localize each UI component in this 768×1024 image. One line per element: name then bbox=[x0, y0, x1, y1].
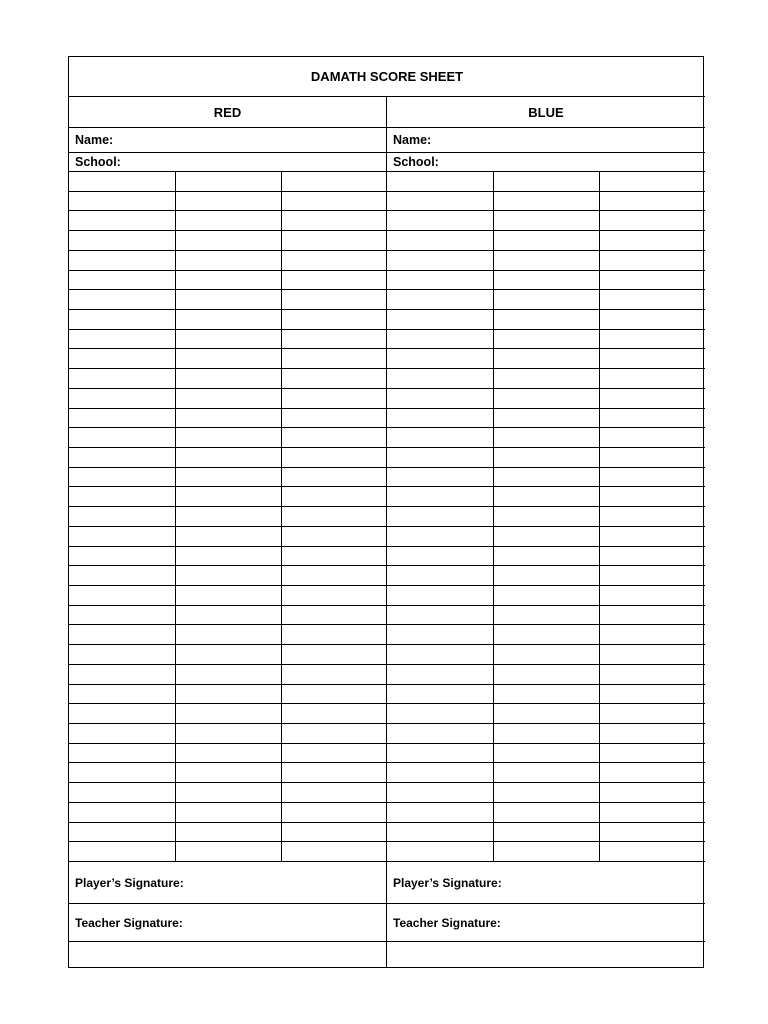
red-teacher-signature-label: Teacher Signature: bbox=[75, 915, 183, 930]
blue-score-cell[interactable] bbox=[387, 448, 493, 468]
red-score-cell[interactable] bbox=[175, 172, 281, 192]
red-score-cell[interactable] bbox=[175, 724, 281, 744]
blue-score-cell[interactable] bbox=[493, 271, 599, 291]
red-school-field[interactable] bbox=[69, 153, 386, 172]
red-score-cell[interactable] bbox=[281, 330, 387, 350]
blue-score-cell[interactable] bbox=[599, 409, 705, 429]
red-score-cell[interactable] bbox=[175, 192, 281, 212]
grid-row-line bbox=[69, 802, 705, 803]
blue-score-cell[interactable] bbox=[387, 763, 493, 783]
blue-score-cell[interactable] bbox=[387, 409, 493, 429]
blue-score-cell[interactable] bbox=[599, 823, 705, 843]
blue-score-cell[interactable] bbox=[387, 842, 493, 862]
blue-score-cell[interactable] bbox=[493, 487, 599, 507]
red-score-cell[interactable] bbox=[281, 211, 387, 231]
red-score-cell[interactable] bbox=[69, 842, 175, 862]
red-score-cell[interactable] bbox=[281, 547, 387, 567]
red-score-cell[interactable] bbox=[69, 606, 175, 626]
center-divider bbox=[386, 97, 387, 967]
grid-row-line bbox=[69, 644, 705, 645]
grid-row-line bbox=[69, 368, 705, 369]
blue-score-cell[interactable] bbox=[387, 586, 493, 606]
red-score-cell[interactable] bbox=[69, 271, 175, 291]
score-sheet bbox=[68, 56, 704, 968]
red-score-cell[interactable] bbox=[175, 763, 281, 783]
blue-score-cell[interactable] bbox=[599, 330, 705, 350]
blue-score-cell[interactable] bbox=[599, 448, 705, 468]
blue-score-cell[interactable] bbox=[387, 428, 493, 448]
red-player-signature-field[interactable] bbox=[69, 862, 386, 904]
red-score-cell[interactable] bbox=[69, 803, 175, 823]
blue-score-cell[interactable] bbox=[599, 251, 705, 271]
blue-score-cell[interactable] bbox=[599, 586, 705, 606]
red-score-cell[interactable] bbox=[69, 685, 175, 705]
red-score-cell[interactable] bbox=[175, 665, 281, 685]
blue-score-cell[interactable] bbox=[599, 606, 705, 626]
red-score-cell[interactable] bbox=[281, 409, 387, 429]
red-score-cell[interactable] bbox=[175, 330, 281, 350]
grid-row-line bbox=[69, 782, 705, 783]
blue-score-cell[interactable] bbox=[493, 606, 599, 626]
grid-row-line bbox=[69, 526, 705, 527]
red-score-cell[interactable] bbox=[175, 823, 281, 843]
red-score-cell[interactable] bbox=[281, 823, 387, 843]
score-grid bbox=[69, 172, 705, 862]
grid-row-line bbox=[69, 230, 705, 231]
blue-score-cell[interactable] bbox=[493, 409, 599, 429]
blue-score-cell[interactable] bbox=[599, 507, 705, 527]
red-score-cell[interactable] bbox=[175, 428, 281, 448]
red-score-cell[interactable] bbox=[281, 566, 387, 586]
red-score-cell[interactable] bbox=[175, 645, 281, 665]
blue-score-cell[interactable] bbox=[387, 487, 493, 507]
blue-score-cell[interactable] bbox=[599, 763, 705, 783]
grid-row-line bbox=[69, 309, 705, 310]
blue-score-cell[interactable] bbox=[387, 468, 493, 488]
grid-row-line bbox=[69, 841, 705, 842]
blue-score-cell[interactable] bbox=[387, 685, 493, 705]
red-score-cell[interactable] bbox=[69, 625, 175, 645]
red-team-header: RED bbox=[69, 97, 386, 128]
blue-score-cell[interactable] bbox=[599, 685, 705, 705]
red-score-cell[interactable] bbox=[69, 251, 175, 271]
grid-row-line bbox=[69, 762, 705, 763]
grid-column-line bbox=[281, 172, 282, 862]
red-score-cell[interactable] bbox=[69, 566, 175, 586]
red-score-cell[interactable] bbox=[175, 310, 281, 330]
red-name-field[interactable] bbox=[69, 128, 386, 153]
blue-score-cell[interactable] bbox=[599, 211, 705, 231]
red-score-cell[interactable] bbox=[281, 803, 387, 823]
blue-team-header: BLUE bbox=[387, 97, 705, 128]
blue-score-cell[interactable] bbox=[493, 724, 599, 744]
grid-row-line bbox=[69, 210, 705, 211]
blue-score-cell[interactable] bbox=[493, 547, 599, 567]
blue-score-cell[interactable] bbox=[493, 507, 599, 527]
red-score-cell[interactable] bbox=[69, 665, 175, 685]
red-score-cell[interactable] bbox=[69, 389, 175, 409]
grid-row-line bbox=[69, 723, 705, 724]
red-score-cell[interactable] bbox=[175, 448, 281, 468]
red-score-cell[interactable] bbox=[175, 409, 281, 429]
blue-score-cell[interactable] bbox=[493, 685, 599, 705]
blue-score-cell[interactable] bbox=[599, 724, 705, 744]
red-score-cell[interactable] bbox=[175, 507, 281, 527]
red-score-cell[interactable] bbox=[69, 783, 175, 803]
blue-score-cell[interactable] bbox=[493, 665, 599, 685]
red-score-cell[interactable] bbox=[281, 586, 387, 606]
red-score-cell[interactable] bbox=[281, 704, 387, 724]
blue-score-cell[interactable] bbox=[493, 527, 599, 547]
blue-score-cell[interactable] bbox=[387, 724, 493, 744]
blue-score-cell[interactable] bbox=[493, 783, 599, 803]
blue-player-signature-label: Player’s Signature: bbox=[393, 875, 502, 890]
red-score-cell[interactable] bbox=[281, 251, 387, 271]
red-score-cell[interactable] bbox=[69, 468, 175, 488]
blue-score-cell[interactable] bbox=[599, 310, 705, 330]
red-score-cell[interactable] bbox=[281, 369, 387, 389]
blue-score-cell[interactable] bbox=[599, 527, 705, 547]
red-score-cell[interactable] bbox=[69, 724, 175, 744]
grid-row-line bbox=[69, 664, 705, 665]
blue-score-cell[interactable] bbox=[387, 625, 493, 645]
grid-row-line bbox=[69, 585, 705, 586]
blue-score-cell[interactable] bbox=[493, 369, 599, 389]
red-score-cell[interactable] bbox=[175, 586, 281, 606]
red-score-cell[interactable] bbox=[281, 763, 387, 783]
blue-score-cell[interactable] bbox=[493, 290, 599, 310]
blue-player-signature-field[interactable] bbox=[387, 862, 705, 904]
blue-score-cell[interactable] bbox=[387, 547, 493, 567]
red-score-cell[interactable] bbox=[281, 527, 387, 547]
sheet-title: DAMATH SCORE SHEET bbox=[69, 57, 705, 97]
grid-row-line bbox=[69, 486, 705, 487]
red-score-cell[interactable] bbox=[69, 744, 175, 764]
red-score-cell[interactable] bbox=[281, 192, 387, 212]
red-score-cell[interactable] bbox=[175, 251, 281, 271]
blue-score-cell[interactable] bbox=[493, 349, 599, 369]
grid-row-line bbox=[69, 546, 705, 547]
red-score-cell[interactable] bbox=[281, 389, 387, 409]
blue-score-cell[interactable] bbox=[387, 349, 493, 369]
red-score-cell[interactable] bbox=[175, 547, 281, 567]
red-score-cell[interactable] bbox=[69, 310, 175, 330]
blue-score-cell[interactable] bbox=[599, 428, 705, 448]
blue-score-cell[interactable] bbox=[493, 172, 599, 192]
grid-row-line bbox=[69, 427, 705, 428]
blue-score-cell[interactable] bbox=[493, 842, 599, 862]
grid-row-line bbox=[69, 822, 705, 823]
red-teacher-signature-field[interactable] bbox=[69, 904, 386, 942]
blue-score-cell[interactable] bbox=[387, 783, 493, 803]
red-score-cell[interactable] bbox=[175, 803, 281, 823]
blue-score-cell[interactable] bbox=[387, 192, 493, 212]
blue-score-cell[interactable] bbox=[387, 803, 493, 823]
red-score-cell[interactable] bbox=[175, 290, 281, 310]
red-score-cell[interactable] bbox=[281, 448, 387, 468]
red-score-cell[interactable] bbox=[175, 527, 281, 547]
blue-score-cell[interactable] bbox=[599, 271, 705, 291]
red-score-cell[interactable] bbox=[281, 507, 387, 527]
blue-score-cell[interactable] bbox=[387, 172, 493, 192]
red-score-cell[interactable] bbox=[69, 507, 175, 527]
blue-score-cell[interactable] bbox=[599, 803, 705, 823]
grid-row-line bbox=[69, 467, 705, 468]
grid-row-line bbox=[69, 191, 705, 192]
grid-row-line bbox=[69, 408, 705, 409]
red-bottom-blank-cell[interactable] bbox=[69, 942, 386, 967]
blue-score-cell[interactable] bbox=[493, 803, 599, 823]
grid-column-line bbox=[599, 172, 600, 862]
red-score-cell[interactable] bbox=[69, 823, 175, 843]
red-score-cell[interactable] bbox=[175, 704, 281, 724]
red-score-cell[interactable] bbox=[281, 685, 387, 705]
blue-score-cell[interactable] bbox=[599, 704, 705, 724]
blue-score-cell[interactable] bbox=[387, 507, 493, 527]
blue-score-cell[interactable] bbox=[387, 310, 493, 330]
blue-score-cell[interactable] bbox=[387, 271, 493, 291]
blue-score-cell[interactable] bbox=[493, 625, 599, 645]
blue-score-cell[interactable] bbox=[387, 330, 493, 350]
blue-score-cell[interactable] bbox=[493, 763, 599, 783]
blue-score-cell[interactable] bbox=[493, 704, 599, 724]
grid-row-line bbox=[69, 289, 705, 290]
blue-bottom-blank-cell[interactable] bbox=[387, 942, 705, 967]
blue-score-cell[interactable] bbox=[387, 665, 493, 685]
grid-row-line bbox=[69, 605, 705, 606]
blue-score-cell[interactable] bbox=[599, 389, 705, 409]
grid-row-line bbox=[69, 684, 705, 685]
blue-score-cell[interactable] bbox=[599, 290, 705, 310]
red-score-cell[interactable] bbox=[281, 487, 387, 507]
red-score-cell[interactable] bbox=[281, 625, 387, 645]
blue-score-cell[interactable] bbox=[599, 349, 705, 369]
grid-row-line bbox=[69, 329, 705, 330]
grid-row-line bbox=[69, 447, 705, 448]
blue-score-cell[interactable] bbox=[387, 211, 493, 231]
blue-score-cell[interactable] bbox=[599, 547, 705, 567]
red-score-cell[interactable] bbox=[175, 271, 281, 291]
blue-score-cell[interactable] bbox=[387, 823, 493, 843]
blue-score-cell[interactable] bbox=[387, 606, 493, 626]
blue-score-cell[interactable] bbox=[387, 527, 493, 547]
blue-score-cell[interactable] bbox=[493, 389, 599, 409]
blue-score-cell[interactable] bbox=[387, 369, 493, 389]
red-score-cell[interactable] bbox=[281, 310, 387, 330]
red-score-cell[interactable] bbox=[69, 369, 175, 389]
red-player-signature-label: Player’s Signature: bbox=[75, 875, 184, 890]
red-score-cell[interactable] bbox=[175, 842, 281, 862]
grid-row-line bbox=[69, 250, 705, 251]
red-score-cell[interactable] bbox=[175, 389, 281, 409]
red-score-cell[interactable] bbox=[69, 763, 175, 783]
red-score-cell[interactable] bbox=[281, 290, 387, 310]
red-score-cell[interactable] bbox=[69, 172, 175, 192]
blue-teacher-signature-label: Teacher Signature: bbox=[393, 915, 501, 930]
blue-score-cell[interactable] bbox=[387, 704, 493, 724]
blue-name-field[interactable] bbox=[387, 128, 705, 153]
grid-row-line bbox=[69, 703, 705, 704]
blue-score-cell[interactable] bbox=[599, 566, 705, 586]
grid-row-line bbox=[69, 565, 705, 566]
blue-score-cell[interactable] bbox=[493, 251, 599, 271]
blue-score-cell[interactable] bbox=[599, 625, 705, 645]
blue-score-cell[interactable] bbox=[387, 645, 493, 665]
blue-score-cell[interactable] bbox=[599, 645, 705, 665]
red-score-cell[interactable] bbox=[281, 349, 387, 369]
red-score-cell[interactable] bbox=[69, 547, 175, 567]
grid-row-line bbox=[69, 506, 705, 507]
red-score-cell[interactable] bbox=[281, 842, 387, 862]
red-score-cell[interactable] bbox=[175, 783, 281, 803]
red-score-cell[interactable] bbox=[175, 349, 281, 369]
red-score-cell[interactable] bbox=[175, 211, 281, 231]
blue-score-cell[interactable] bbox=[599, 744, 705, 764]
red-score-cell[interactable] bbox=[281, 606, 387, 626]
blue-score-cell[interactable] bbox=[599, 192, 705, 212]
blue-score-cell[interactable] bbox=[493, 448, 599, 468]
blue-score-cell[interactable] bbox=[599, 665, 705, 685]
red-score-cell[interactable] bbox=[281, 724, 387, 744]
red-score-cell[interactable] bbox=[175, 487, 281, 507]
blue-score-cell[interactable] bbox=[493, 330, 599, 350]
grid-row-line bbox=[69, 388, 705, 389]
red-score-cell[interactable] bbox=[281, 271, 387, 291]
red-score-cell[interactable] bbox=[69, 448, 175, 468]
blue-score-cell[interactable] bbox=[493, 231, 599, 251]
red-score-cell[interactable] bbox=[281, 645, 387, 665]
red-score-cell[interactable] bbox=[281, 744, 387, 764]
blue-score-cell[interactable] bbox=[387, 566, 493, 586]
grid-column-line bbox=[175, 172, 176, 862]
blue-score-cell[interactable] bbox=[493, 586, 599, 606]
red-score-cell[interactable] bbox=[69, 487, 175, 507]
red-score-cell[interactable] bbox=[69, 409, 175, 429]
blue-score-cell[interactable] bbox=[599, 231, 705, 251]
red-score-cell[interactable] bbox=[175, 744, 281, 764]
blue-score-cell[interactable] bbox=[493, 468, 599, 488]
blue-score-cell[interactable] bbox=[599, 172, 705, 192]
red-score-cell[interactable] bbox=[69, 211, 175, 231]
blue-teacher-signature-field[interactable] bbox=[387, 904, 705, 942]
red-score-cell[interactable] bbox=[69, 349, 175, 369]
red-score-cell[interactable] bbox=[175, 369, 281, 389]
red-score-cell[interactable] bbox=[69, 231, 175, 251]
red-score-cell[interactable] bbox=[281, 468, 387, 488]
blue-score-cell[interactable] bbox=[387, 231, 493, 251]
blue-score-cell[interactable] bbox=[493, 192, 599, 212]
blue-score-cell[interactable] bbox=[387, 251, 493, 271]
blue-name-label: Name: bbox=[393, 133, 432, 147]
red-score-cell[interactable] bbox=[175, 566, 281, 586]
red-score-cell[interactable] bbox=[281, 172, 387, 192]
blue-score-cell[interactable] bbox=[387, 290, 493, 310]
blue-score-cell[interactable] bbox=[599, 468, 705, 488]
red-score-cell[interactable] bbox=[175, 606, 281, 626]
blue-score-cell[interactable] bbox=[493, 428, 599, 448]
blue-score-cell[interactable] bbox=[387, 389, 493, 409]
red-score-cell[interactable] bbox=[281, 783, 387, 803]
blue-score-cell[interactable] bbox=[493, 310, 599, 330]
blue-score-cell[interactable] bbox=[599, 487, 705, 507]
blue-score-cell[interactable] bbox=[493, 744, 599, 764]
red-score-cell[interactable] bbox=[281, 665, 387, 685]
grid-column-line bbox=[493, 172, 494, 862]
blue-score-cell[interactable] bbox=[387, 744, 493, 764]
red-score-cell[interactable] bbox=[175, 231, 281, 251]
grid-row-line bbox=[69, 348, 705, 349]
blue-score-cell[interactable] bbox=[493, 211, 599, 231]
red-score-cell[interactable] bbox=[69, 290, 175, 310]
red-score-cell[interactable] bbox=[69, 192, 175, 212]
red-score-cell[interactable] bbox=[175, 685, 281, 705]
red-score-cell[interactable] bbox=[175, 468, 281, 488]
blue-score-cell[interactable] bbox=[599, 369, 705, 389]
blue-score-cell[interactable] bbox=[493, 823, 599, 843]
grid-row-line bbox=[69, 270, 705, 271]
blue-score-cell[interactable] bbox=[599, 783, 705, 803]
blue-school-field[interactable] bbox=[387, 153, 705, 172]
blue-score-cell[interactable] bbox=[493, 645, 599, 665]
grid-row-line bbox=[69, 624, 705, 625]
red-name-label: Name: bbox=[75, 133, 114, 147]
blue-score-cell[interactable] bbox=[599, 842, 705, 862]
red-score-cell[interactable] bbox=[69, 527, 175, 547]
red-score-cell[interactable] bbox=[69, 586, 175, 606]
red-score-cell[interactable] bbox=[281, 428, 387, 448]
red-score-cell[interactable] bbox=[175, 625, 281, 645]
red-score-cell[interactable] bbox=[69, 428, 175, 448]
red-score-cell[interactable] bbox=[69, 704, 175, 724]
grid-row-line bbox=[69, 743, 705, 744]
blue-score-cell[interactable] bbox=[493, 566, 599, 586]
red-score-cell[interactable] bbox=[69, 330, 175, 350]
red-school-label: School: bbox=[75, 155, 121, 169]
red-score-cell[interactable] bbox=[69, 645, 175, 665]
blue-school-label: School: bbox=[393, 155, 439, 169]
red-score-cell[interactable] bbox=[281, 231, 387, 251]
